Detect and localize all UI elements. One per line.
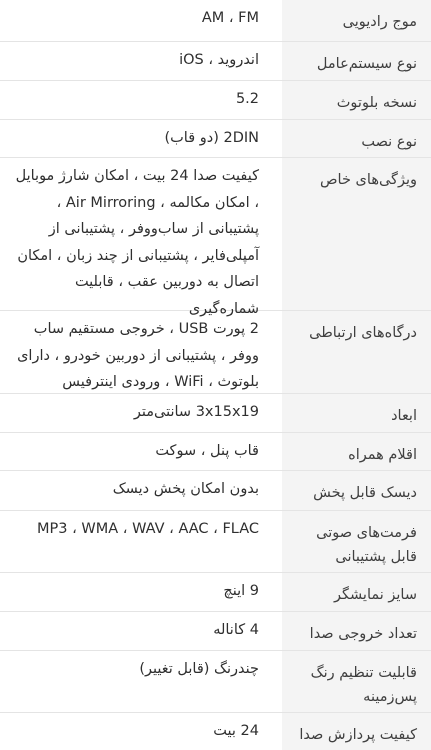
spec-value: MP3 ، WMA ، WAV ، AAC ، FLAC: [37, 521, 259, 537]
spec-value: 2 پورت USB ، خروجی مستقیم ساب ووفر ، پشتیبانی از دوربین خودرو ، دارای بلوتوث ، WiFi ، ورودی اینترفیس: [17, 321, 259, 390]
spec-value: 3x15x19 سانتی‌متر: [133, 404, 259, 420]
spec-label: درگاه‌های ارتباطی: [282, 311, 431, 393]
spec-row-special-features: [0, 158, 431, 317]
spec-row-os-type: [0, 42, 431, 81]
spec-value: چندرنگ (قابل تغییر): [139, 661, 259, 677]
spec-row-backlight-color: [0, 651, 431, 713]
spec-value: کیفیت صدا 24 بیت ، امکان شارژ موبایل ، امکان مکالمه ، Air Mirroring ، پشتیبانی از ساب‌ووفر ، پشتیبانی از آمپلی‌فایر ، پشتیبانی از چند زبان ، امکان اتصال به دوربین عقب ، قابلیت شماره‌گیری: [15, 168, 259, 317]
spec-label: دیسک قابل پخش: [282, 471, 431, 510]
spec-row-connection-ports: [0, 311, 431, 394]
spec-row-audio-processing: [0, 713, 431, 750]
spec-row-audio-formats: [0, 511, 431, 573]
spec-row-install-type: [0, 120, 431, 158]
spec-label: کیفیت پردازش صدا: [282, 713, 431, 750]
spec-row-bluetooth-version: [0, 81, 431, 120]
spec-row-display-size: [0, 573, 431, 612]
spec-label: نوع نصب: [282, 120, 431, 157]
spec-label: اقلام همراه: [282, 433, 431, 470]
spec-value: قاب پنل ، سوکت: [155, 443, 259, 459]
spec-value: 5.2: [235, 91, 259, 107]
spec-value: AM ، FM: [201, 10, 259, 26]
spec-value: 2DIN (دو قاب): [164, 130, 259, 146]
spec-row-included-items: [0, 433, 431, 471]
spec-value: 24 بیت: [213, 723, 259, 739]
spec-label: سایز نمایشگر: [282, 573, 431, 611]
spec-label: فرمت‌های صوتی قابل پشتیبانی: [282, 511, 431, 572]
spec-value: بدون امکان پخش دیسک: [112, 481, 259, 497]
spec-label: نسخه بلوتوث: [282, 81, 431, 119]
spec-label: ویژگی‌های خاص: [282, 158, 431, 310]
spec-label: تعداد خروجی صدا: [282, 612, 431, 650]
spec-label: نوع سیستم‌عامل: [282, 42, 431, 80]
spec-value: 4 کاناله: [213, 622, 259, 638]
spec-row-playable-disc: [0, 471, 431, 511]
spec-label: قابلیت تنظیم رنگ پس‌زمینه: [282, 651, 431, 712]
spec-row-dimensions: [0, 394, 431, 433]
spec-value: 9 اینچ: [223, 583, 259, 599]
spec-value: اندروید ، iOS: [179, 52, 259, 68]
spec-row-radio-band: [0, 0, 431, 42]
spec-label: موج رادیویی: [282, 0, 431, 41]
spec-row-audio-outputs: [0, 612, 431, 651]
spec-label: ابعاد: [282, 394, 431, 432]
